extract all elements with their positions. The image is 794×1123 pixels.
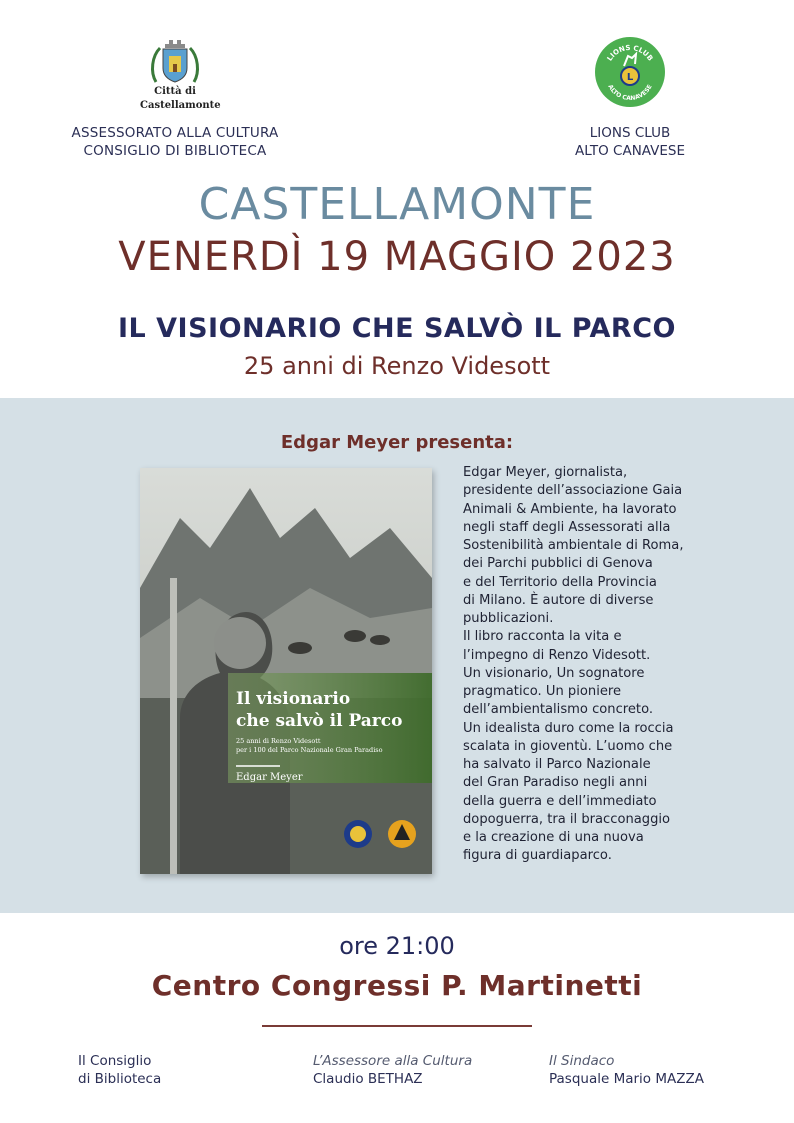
logo-text-bottom: ALTO CANAVESE [606, 83, 654, 103]
book-title-line1: Il visionario [236, 689, 351, 709]
lions-club-logo [594, 36, 666, 108]
castellamonte-logo [140, 38, 221, 112]
book-subtitle-line1: 25 anni di Renzo Videsott [236, 737, 321, 745]
event-city: CASTELLAMONTE [198, 179, 596, 230]
coat-of-arms-icon [148, 38, 202, 84]
signature-name-line1: Il Consiglio [78, 1053, 152, 1069]
signature-consiglio [78, 1052, 258, 1088]
book-title-line2: che salvò il Parco [236, 711, 403, 731]
lions-emblem-icon [594, 36, 666, 108]
logo-letter: L [626, 72, 634, 83]
signature-sindaco [549, 1052, 749, 1088]
event-title: IL VISIONARIO CHE SALVÒ IL PARCO [118, 313, 676, 344]
book-cover [140, 468, 432, 874]
event-subtitle: 25 anni di Renzo Videsott [243, 352, 551, 380]
org-left-line1: ASSESSORATO ALLA CULTURA [71, 125, 279, 141]
city-name-line1: Città di [154, 86, 196, 97]
signature-role: L’Assessore alla Cultura [313, 1053, 473, 1069]
org-left-line2: CONSIGLIO DI BIBLIOTECA [83, 143, 267, 159]
event-date: VENERDÌ 19 MAGGIO 2023 [118, 234, 676, 280]
org-right-line2: ALTO CANAVESE [574, 143, 686, 159]
logo-text-top: LIONS CLUB [605, 43, 655, 63]
signature-assessore [313, 1052, 513, 1088]
signature-role: Il Sindaco [549, 1053, 615, 1069]
event-time: ore 21:00 [339, 932, 455, 960]
org-right [540, 124, 720, 160]
book-subtitle-line2: per i 100 del Parco Nazionale Gran Paradiso [236, 746, 383, 754]
org-right-line1: LIONS CLUB [589, 125, 671, 141]
signature-name-line1: Pasquale Mario MAZZA [549, 1071, 704, 1087]
book-author: Edgar Meyer [236, 772, 303, 783]
divider-rule [262, 1025, 532, 1027]
city-name-line2: Castellamonte [140, 100, 221, 111]
event-venue: Centro Congressi P. Martinetti [151, 969, 643, 1002]
org-left [50, 124, 300, 160]
signature-name-line2: di Biblioteca [78, 1071, 162, 1087]
signature-name-line1: Claudio BETHAZ [313, 1071, 423, 1087]
book-description: Edgar Meyer, giornalista, presidente dell’associazione Gaia Animali & Ambiente, ha lavorato negli staff degli Assessorati alla Sostenibilità ambientale di Roma, dei Parchi pubblici di Genova e del Territorio della Provincia di Milano. È autore di diverse pubblicazioni. Il libro racconta la vita e l’impegno di Renzo Videsott. Un visionario, Un sognatore pragmatico. Un pioniere dell’ambientalismo concreto. Un idealista duro come la roccia scalata in gioventù. L’uomo che ha salvato il Parco Nazionale del Gran Paradiso negli anni della guerra e dell’immediato dopoguerra, tra il bracconaggio e la creazione di una nuova figura di guardiaparco. [463, 465, 684, 864]
presenter-heading: Edgar Meyer presenta: [280, 432, 514, 453]
